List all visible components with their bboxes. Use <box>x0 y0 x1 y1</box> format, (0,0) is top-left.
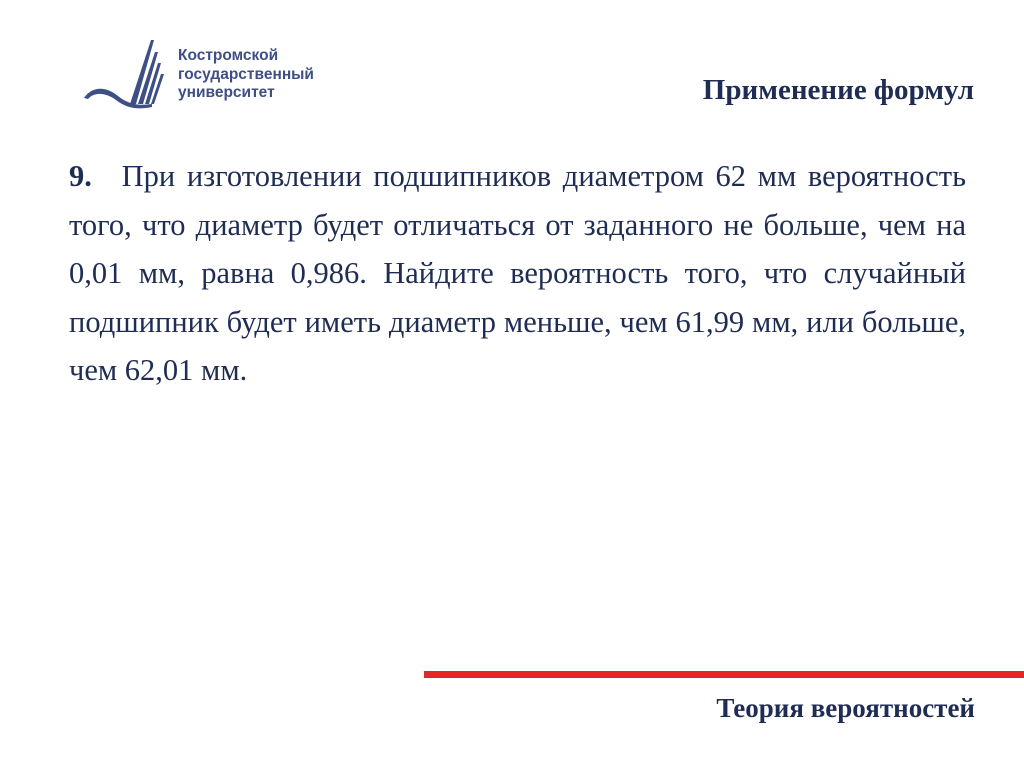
university-logo-icon <box>80 32 176 116</box>
footer-subject: Теория вероятностей <box>716 693 975 723</box>
university-logo <box>80 32 350 116</box>
problem-statement <box>69 152 966 395</box>
university-name-line-1: Костромской <box>178 47 279 64</box>
problem-text: При изготовлении подшипников диаметром 62 мм вероятность того, что диаметр будет отличаться от заданного не больше, чем на 0,01 мм, равна 0,986. Найдите вероятность того, что случайный подшипник будет иметь диаметр меньше, чем 61,99 мм, или больше, чем 62,01 мм. <box>69 159 966 387</box>
university-name-line-2: государственный <box>178 65 314 83</box>
slide-title: Применение формул <box>702 74 974 106</box>
university-name <box>178 47 314 103</box>
problem-number: 9. <box>69 159 92 193</box>
university-name-line-3: университет <box>178 84 275 101</box>
footer-divider <box>424 671 1024 678</box>
